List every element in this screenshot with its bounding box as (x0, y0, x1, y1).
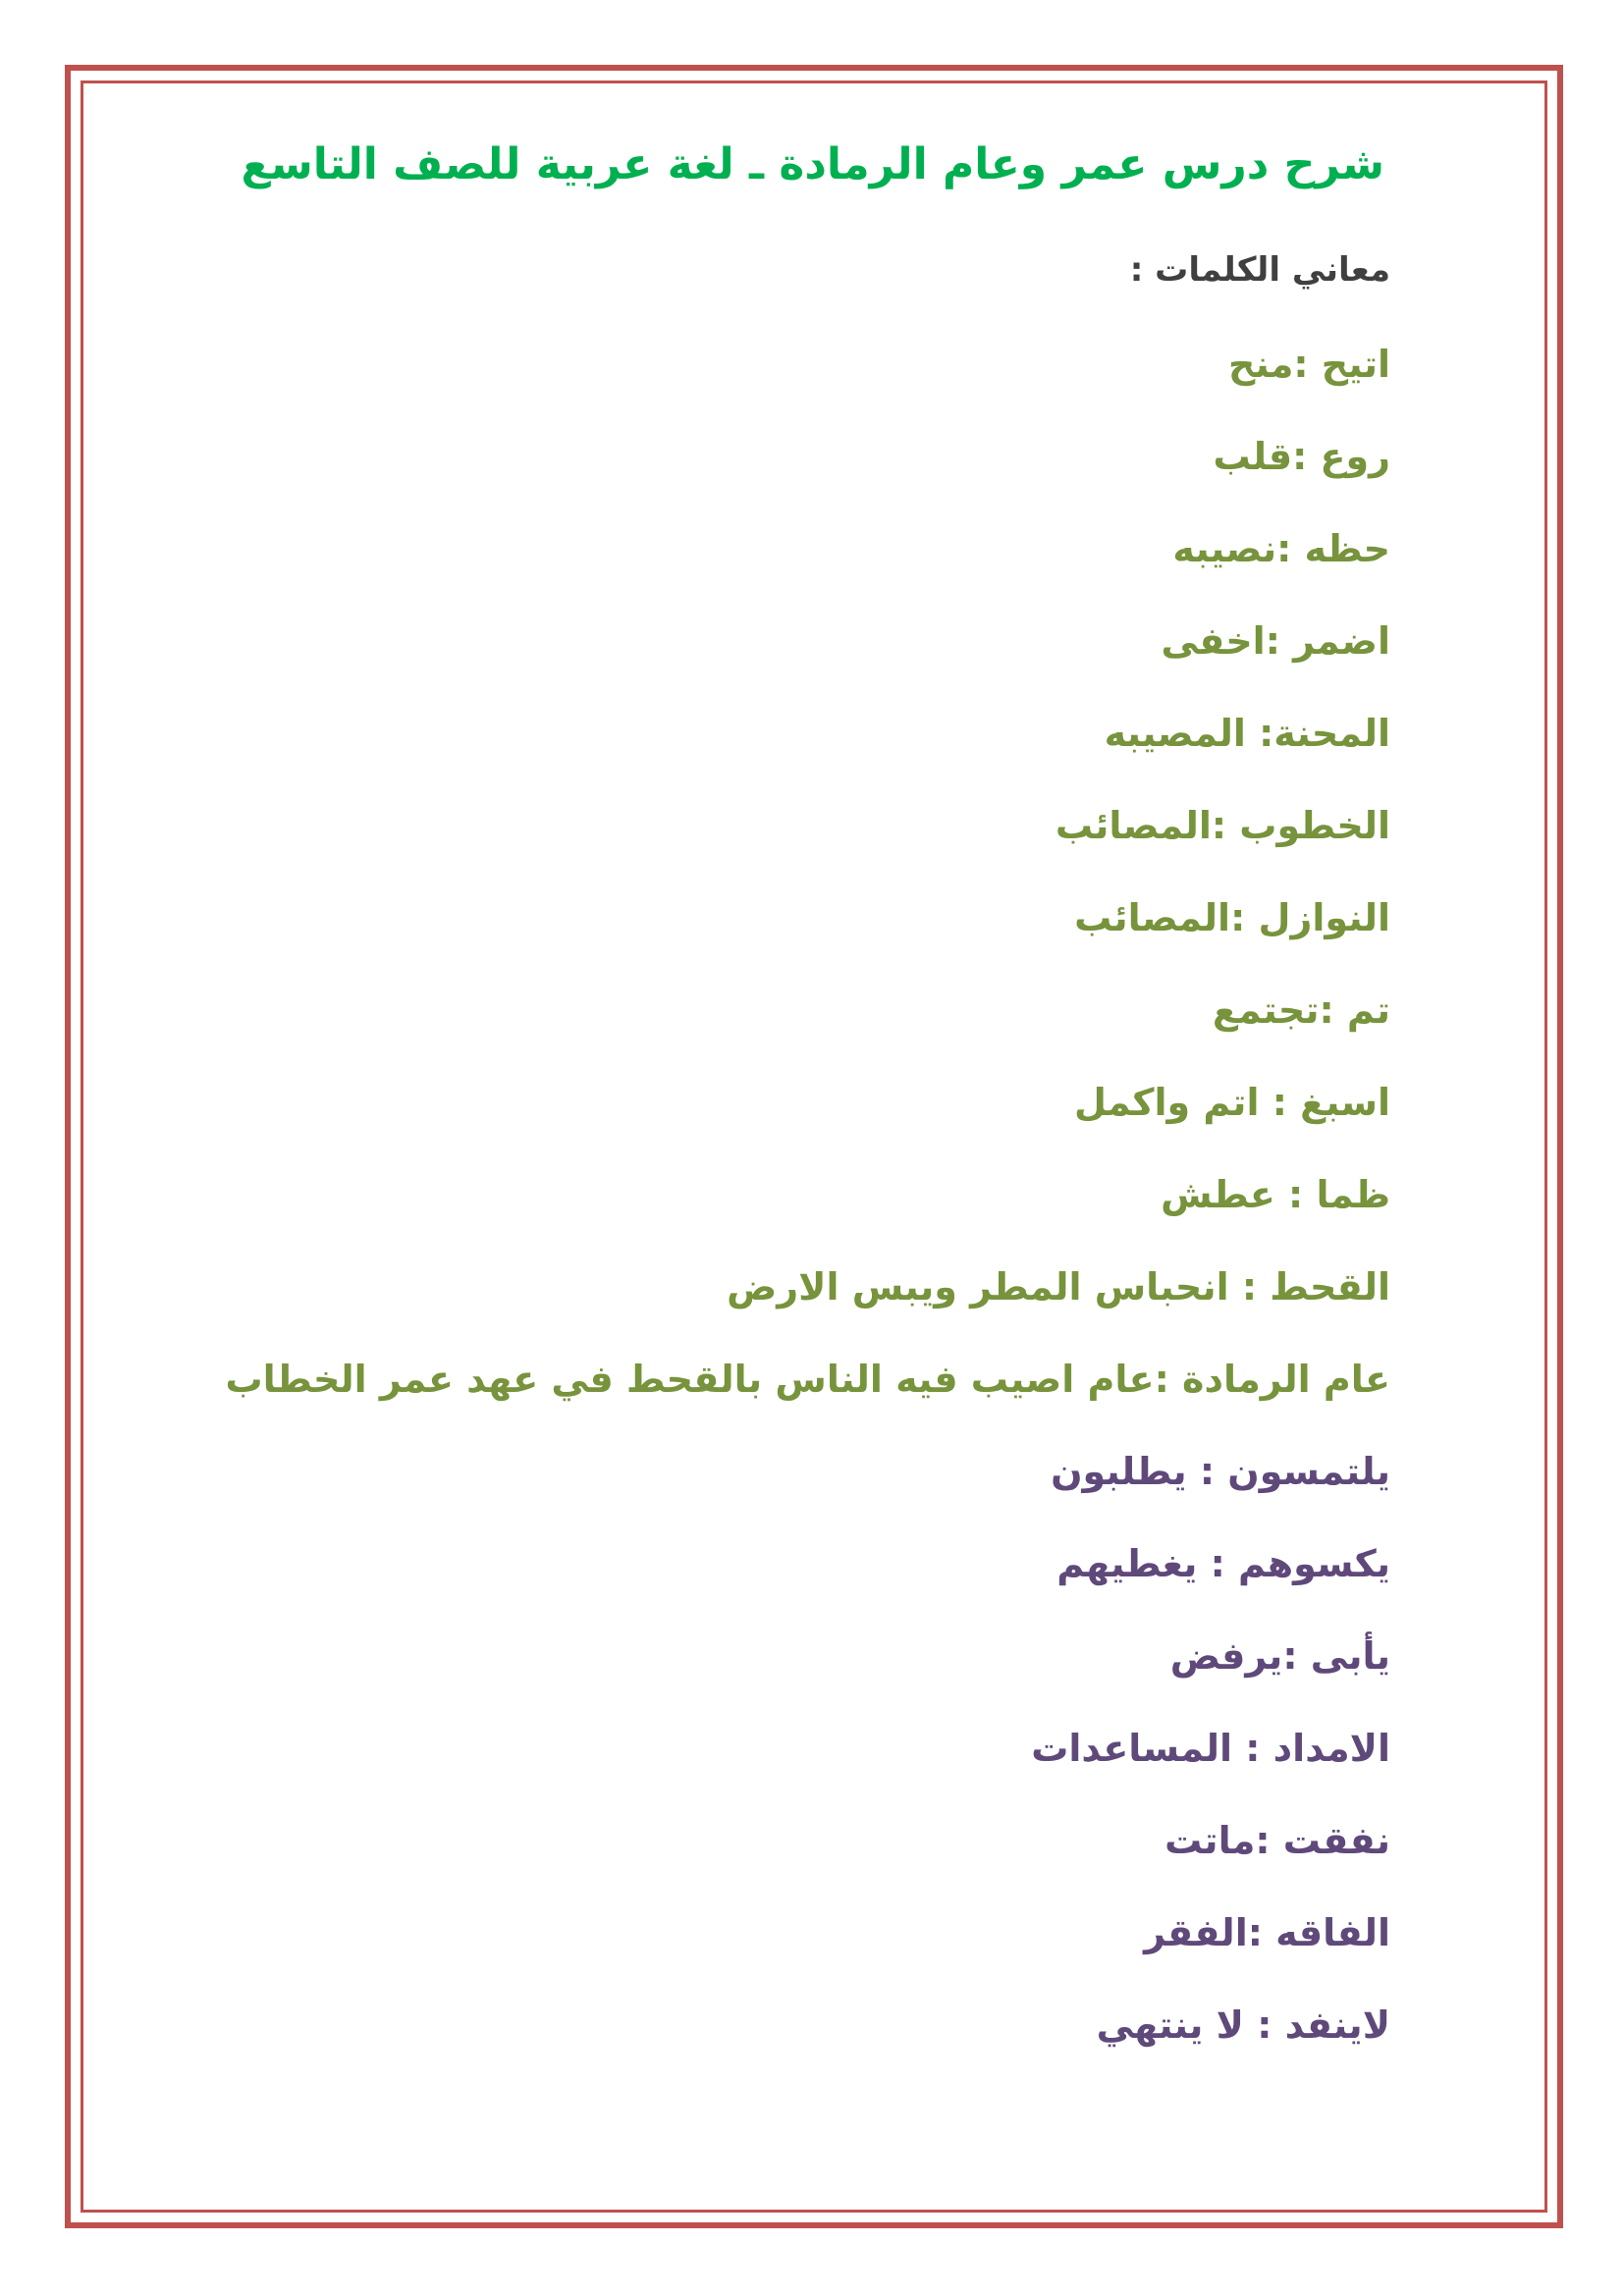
vocabulary-entry: يكسوهم : يغطيهم (1056, 1542, 1390, 1585)
document-title: شرح درس عمر وعام الرمادة ـ لغة عربية للصف التاسع (241, 139, 1384, 189)
vocabulary-entry: عام الرمادة :عام اصيب فيه الناس بالقحط في عهد عمر الخطاب (225, 1358, 1390, 1401)
vocabulary-entry: الامداد : المساعدات (1031, 1727, 1390, 1770)
vocabulary-entry: يأبى :يرفض (1169, 1634, 1390, 1678)
vocabulary-heading: معاني الكلمات : (1129, 250, 1390, 290)
vocabulary-entry: لاينفد : لا ينتهي (1096, 2003, 1390, 2047)
vocabulary-entry: المحنة: المصيبه (1104, 712, 1390, 755)
vocabulary-entry: نفقت :ماتت (1164, 1819, 1390, 1862)
vocabulary-entry: القحط : انحباس المطر ويبس الارض (727, 1265, 1390, 1308)
vocabulary-entry: ظما : عطش (1161, 1173, 1390, 1216)
vocabulary-entry: اتيح :منح (1227, 343, 1390, 386)
vocabulary-entry: الخطوب :المصائب (1055, 804, 1390, 847)
vocabulary-entry: روع :قلب (1213, 435, 1390, 478)
vocabulary-entry: يلتمسون : يطلبون (1051, 1450, 1390, 1493)
vocabulary-entry: حظه :نصيبه (1172, 527, 1390, 570)
vocabulary-entry: تم :تجتمع (1212, 988, 1390, 1032)
vocabulary-entry: الفاقه :الفقر (1144, 1911, 1390, 1954)
vocabulary-list (114, 338, 1390, 2091)
vocabulary-entry: اضمر :اخفى (1161, 619, 1390, 663)
vocabulary-entry: اسبغ : اتم واكمل (1074, 1081, 1390, 1124)
vocabulary-entry: النوازل :المصائب (1074, 896, 1390, 939)
